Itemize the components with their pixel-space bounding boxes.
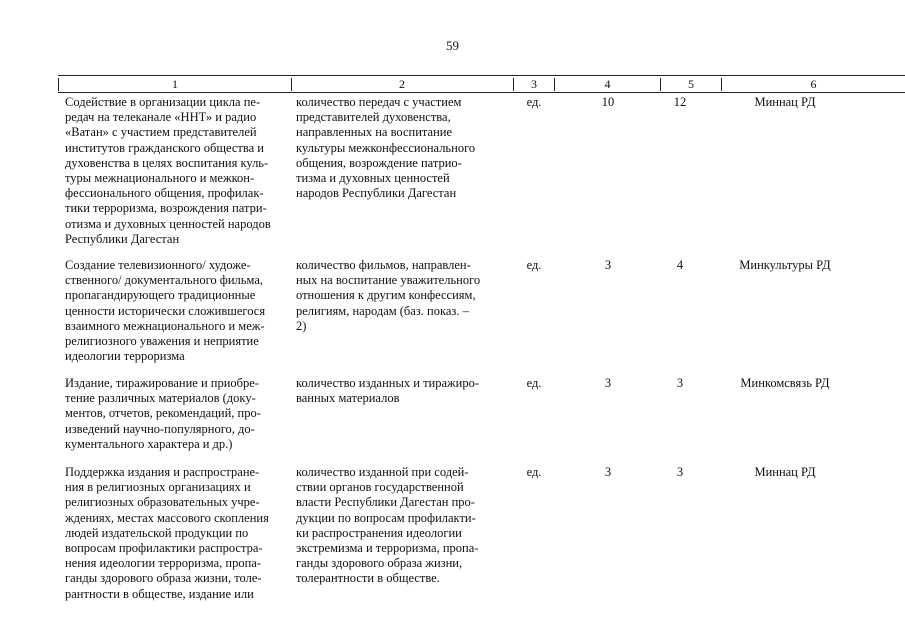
indicator-cell: количество фильмов, направлен- ных на воспитание уважительного отношения к другим конфессиям, религиям, народам (баз. показ. – 2): [296, 258, 481, 333]
value-4-cell: 3: [604, 465, 612, 479]
unit-cell: ед.: [526, 465, 542, 479]
value-4-cell: 3: [604, 376, 612, 390]
indicator-cell: количество изданной при содей- ствии органов государственной власти Республики Дагестан про- дукции по вопросам профилакти- ки распространения идеологии экстремизма и терроризма, пропа- ганды здорового образа жизни, толерантности в обществе.: [296, 465, 479, 586]
table-header-rule: [58, 92, 905, 93]
column-header-1: 1: [58, 78, 292, 91]
event-cell: Содействие в организации цикла пе- редач на телеканале «ННТ» и радио «Ватан» с участием представителей институтов гражданского общества и духовенства в целях воспитания куль- туры межнационального и межкон- фессионального общения, профилак- тики терроризма, возрождения патри- отизма и духовных ценностей народов Республики Дагестан: [65, 95, 271, 246]
unit-cell: ед.: [526, 376, 542, 390]
indicator-cell: количество передач с участием представителей духовенства, направленных на воспитание культуры межконфессионального общения, возрождение патрио- тизма и духовных ценностей народов Республики Дагестан: [296, 95, 476, 201]
indicator-cell: количество изданных и тиражиро- ванных материалов: [296, 376, 480, 406]
value-5-cell: 3: [676, 376, 684, 390]
column-header-2: 2: [291, 78, 514, 91]
unit-cell: ед.: [526, 95, 542, 109]
unit-cell: ед.: [526, 258, 542, 272]
value-5-cell: 4: [676, 258, 684, 272]
column-header-3: 3: [514, 78, 555, 91]
column-header-4: 4: [555, 78, 661, 91]
value-5-cell: 12: [673, 95, 687, 109]
executor-cell: Миннац РД: [754, 465, 816, 479]
executor-cell: Минкомсвязь РД: [740, 376, 830, 390]
event-cell: Создание телевизионного/ художе- ственного/ документального фильма, пропагандирующего традиционные ценности исторически сложившегося взаимного межнационального и меж- религиозного уважения и неприятие идеологии терроризма: [65, 258, 266, 364]
page-number: 59: [446, 38, 459, 53]
executor-cell: Минкультуры РД: [739, 258, 831, 272]
value-4-cell: 3: [604, 258, 612, 272]
column-header-5: 5: [661, 78, 722, 91]
event-cell: Поддержка издания и распростране- ния в религиозных организациях и религиозных образовательных учре- ждениях, местах массового скопления людей издательской продукции по вопросам профилактики распростра- нения идеологии терроризма, пропа- ганды здорового образа жизни, толе- рантности в обществе, издание или: [65, 465, 269, 601]
value-5-cell: 3: [676, 465, 684, 479]
value-4-cell: 10: [601, 95, 615, 109]
executor-cell: Миннац РД: [754, 95, 816, 109]
event-cell: Издание, тиражирование и приобре- тение различных материалов (доку- ментов, отчетов, рекомендаций, про- изведений научно-популярного, до- кументального характера и др.): [65, 376, 261, 451]
column-header-6: 6: [810, 77, 817, 91]
table-top-rule: [58, 75, 905, 76]
